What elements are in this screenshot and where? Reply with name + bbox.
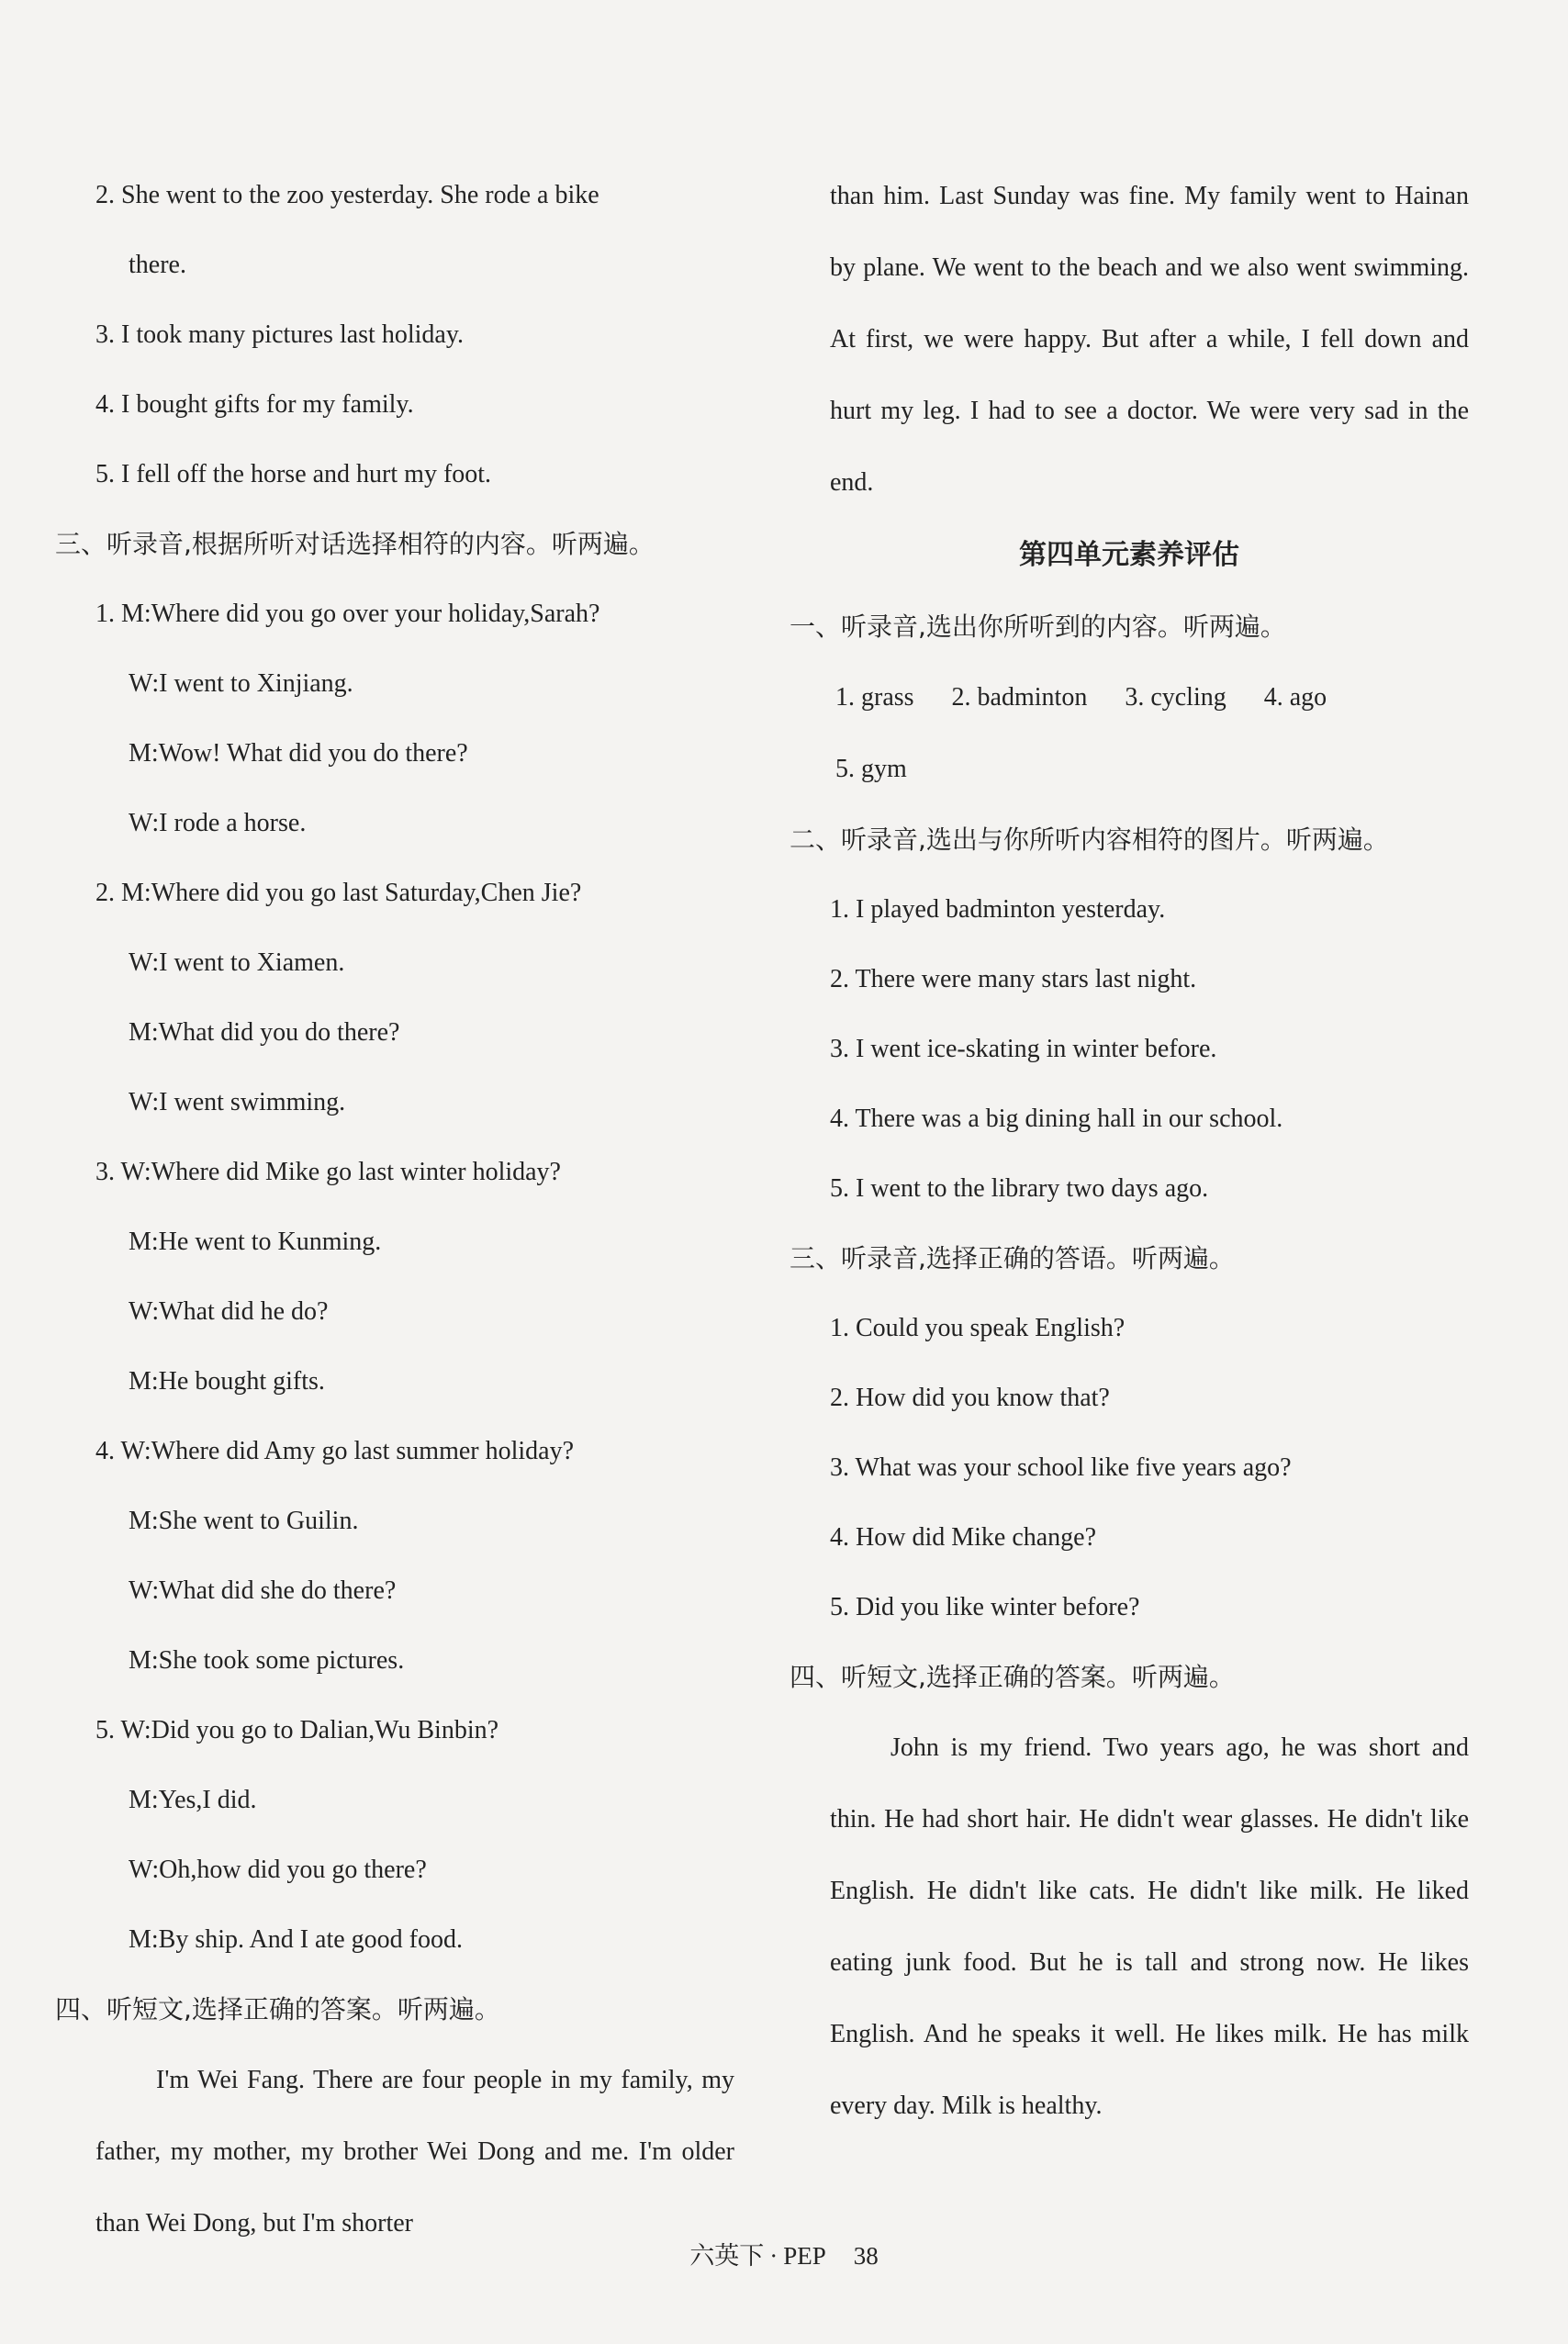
dialogue-line: M:Yes,I did.: [129, 1786, 257, 1814]
dialogue-line: W:What did he do?: [129, 1297, 329, 1326]
option: 3. cycling: [1125, 683, 1226, 712]
dialogue-line: M:By ship. And I ate good food.: [129, 1925, 463, 1954]
dialogue-line: M:What did you do there?: [129, 1018, 400, 1047]
dialogue-line: W:Oh,how did you go there?: [129, 1856, 427, 1884]
item-line: there.: [129, 251, 186, 279]
dialogue-line: M:He went to Kunming.: [129, 1228, 382, 1256]
book-label: 六英下: [689, 2242, 765, 2270]
item-line: 3. I took many pictures last holiday.: [95, 320, 464, 349]
passage-paragraph: John is my friend. Two years ago, he was short and thin. He had short hair. He didn't wear glasses. He didn't like English. He didn't like cats. He didn't like milk. He liked eating junk food. But he is tall and strong now. He likes English. And he speaks it well. He likes milk. He has milk every day. Milk is healthy.: [830, 1733, 1469, 2120]
item-line: 5. I went to the library two days ago.: [830, 1174, 1209, 1203]
edition-label: PEP: [783, 2242, 826, 2270]
item-line: 2. There were many stars last night.: [830, 965, 1197, 993]
dialogue-line: W:I went to Xiamen.: [129, 948, 345, 977]
item-line: 1. I played badminton yesterday.: [830, 895, 1166, 924]
section-title: 三、听录音,根据所听对话选择相符的内容。听两遍。: [55, 529, 655, 559]
item-line: 2. How did you know that?: [830, 1384, 1110, 1412]
item-line: 4. I bought gifts for my family.: [95, 390, 414, 419]
option: 5. gym: [835, 755, 907, 783]
dialogue-question: 3. W:Where did Mike go last winter holiday?: [95, 1158, 561, 1186]
item-line: 2. She went to the zoo yesterday. She rode a bike: [95, 181, 599, 209]
passage-paragraph: I'm Wei Fang. There are four people in my family, my father, my mother, my brother Wei Dong and me. I'm older than Wei Dong, but I'm shorter: [95, 2066, 734, 2237]
dialogue-line: M:She took some pictures.: [129, 1646, 405, 1675]
section-title: 一、听录音,选出你所听到的内容。听两遍。: [790, 611, 1286, 642]
item-line: 5. I fell off the horse and hurt my foot.: [95, 460, 492, 488]
option: 2. badminton: [951, 683, 1088, 712]
section-title: 二、听录音,选出与你所听内容相符的图片。听两遍。: [790, 824, 1389, 855]
item-line: 5. Did you like winter before?: [830, 1593, 1140, 1621]
unit-title: 第四单元素养评估: [1019, 539, 1239, 571]
section-title: 四、听短文,选择正确的答案。听两遍。: [790, 1662, 1235, 1692]
item-line: 1. Could you speak English?: [830, 1314, 1126, 1342]
dialogue-question: 1. M:Where did you go over your holiday,Sarah?: [95, 600, 600, 628]
options-row: [790, 734, 1469, 805]
options-row: [790, 662, 1469, 734]
dialogue-question: 4. W:Where did Amy go last summer holiday?: [95, 1437, 575, 1465]
section-title: 四、听短文,选择正确的答案。听两遍。: [55, 1994, 500, 2024]
option: 4. ago: [1263, 683, 1327, 712]
dialogue-line: M:He bought gifts.: [129, 1367, 325, 1396]
separator: ·: [769, 2242, 778, 2270]
option: 1. grass: [835, 683, 914, 712]
dialogue-line: M:She went to Guilin.: [129, 1507, 359, 1535]
right-column: [790, 161, 1469, 2142]
dialogue-line: W:What did she do there?: [129, 1576, 397, 1605]
passage-continuation: than him. Last Sunday was fine. My family went to Hainan by plane. We went to the beach and we also went swimming. At first, we were happy. But after a while, I fell down and hurt my leg. I had to see a doctor. We were very sad in the end.: [830, 182, 1469, 497]
item-line: 3. What was your school like five years ago?: [830, 1453, 1292, 1482]
item-line: 4. There was a big dining hall in our school.: [830, 1105, 1283, 1133]
page-number: 38: [853, 2242, 879, 2270]
page-footer: [0, 2236, 1568, 2271]
dialogue-line: W:I went to Xinjiang.: [129, 669, 353, 698]
left-column: [55, 161, 734, 2260]
item-line: 4. How did Mike change?: [830, 1523, 1097, 1552]
dialogue-line: M:Wow! What did you do there?: [129, 739, 468, 768]
dialogue-question: 2. M:Where did you go last Saturday,Chen Jie?: [95, 879, 582, 907]
dialogue-question: 5. W:Did you go to Dalian,Wu Binbin?: [95, 1716, 499, 1744]
section-title: 三、听录音,选择正确的答语。听两遍。: [790, 1243, 1235, 1273]
dialogue-line: W:I went swimming.: [129, 1088, 346, 1116]
item-line: 3. I went ice-skating in winter before.: [830, 1035, 1217, 1063]
dialogue-line: W:I rode a horse.: [129, 809, 307, 837]
